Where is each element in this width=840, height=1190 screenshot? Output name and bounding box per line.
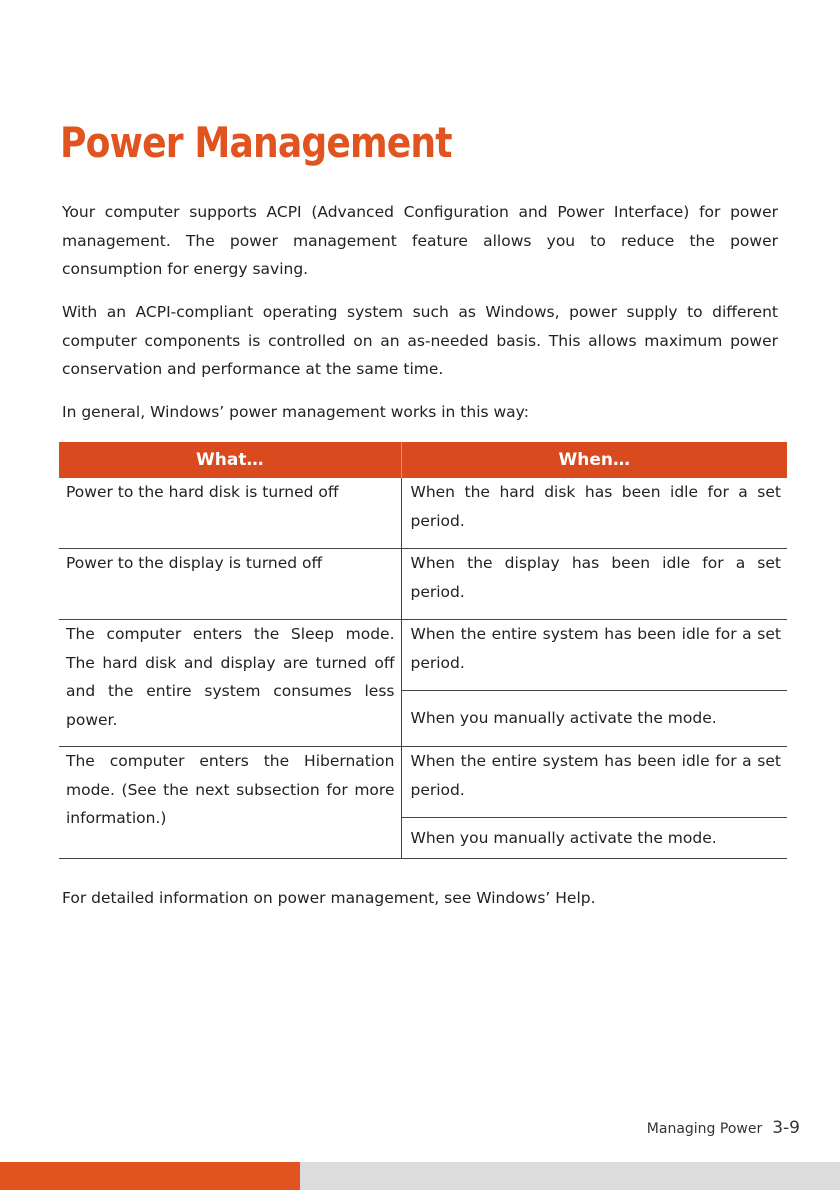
general-paragraph: In general, Windows’ power management works in this way: (62, 403, 529, 421)
page-number: 3-9 (772, 1118, 800, 1138)
intro-paragraph: Your computer supports ACPI (Advanced Configuration and Power Interface) for power management. The power management feature allows you to reduce the power consumption for energy saving. (62, 203, 778, 278)
cell-when: When you manually activate the mode. (401, 818, 787, 859)
cell-when: When the display has been idle for a set period. (401, 549, 787, 620)
page-title: Power Management (60, 118, 452, 167)
power-management-table (59, 442, 787, 859)
cell-when: When you manually activate the mode. (401, 691, 787, 747)
cell-when: When the entire system has been idle for a set period. (401, 747, 787, 818)
footer-accent-bar (0, 1162, 300, 1190)
table-header-row (59, 442, 787, 478)
cell-what: Power to the hard disk is turned off (59, 478, 401, 549)
cell-when: When the entire system has been idle for a set period. (401, 620, 787, 691)
cell-what: The computer enters the Sleep mode. The hard disk and display are turned off and the entire system consumes less power. (59, 620, 401, 747)
header-when: When… (401, 442, 787, 478)
table-row (59, 549, 787, 620)
page-footer (647, 1118, 800, 1138)
footer-gray-bar (300, 1162, 840, 1190)
header-what: What… (59, 442, 401, 478)
table-row (59, 620, 787, 691)
footer-section-title: Managing Power (646, 1121, 763, 1137)
table-row (59, 478, 787, 549)
cell-what: Power to the display is turned off (59, 549, 401, 620)
acpi-paragraph: With an ACPI-compliant operating system such as Windows, power supply to different computer components is controlled on an as-needed basis. This allows maximum power conservation and performance at the same time. (62, 303, 778, 378)
cell-what: The computer enters the Hibernation mode. (See the next subsection for more information.) (59, 747, 401, 859)
help-paragraph: For detailed information on power management, see Windows’ Help. (62, 889, 596, 907)
cell-when: When the hard disk has been idle for a set period. (401, 478, 787, 549)
table-row (59, 747, 787, 818)
